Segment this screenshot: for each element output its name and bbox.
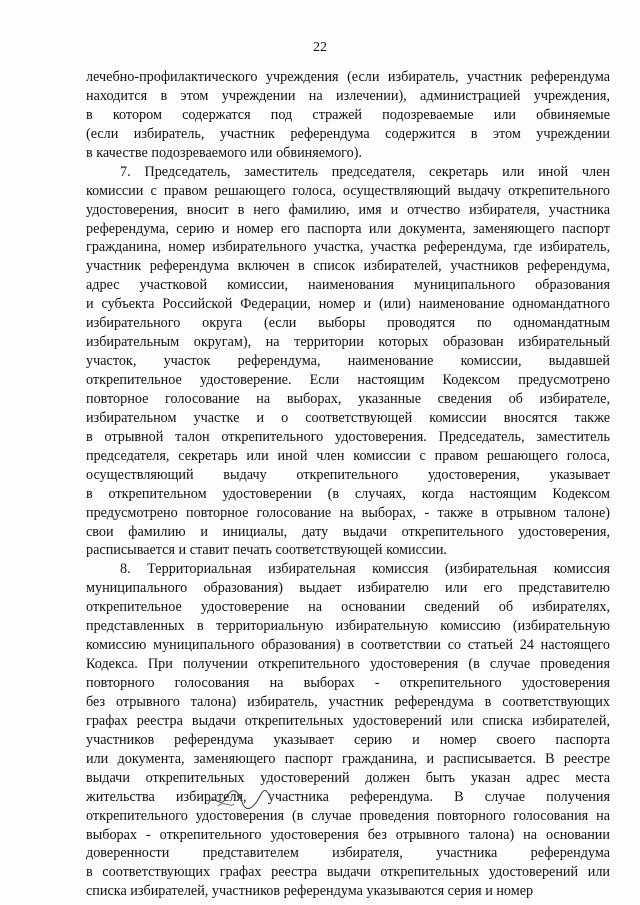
text-line: референдума, серию и номер его паспорта или документа, заменяющего паспорт <box>86 220 610 237</box>
text-line: без отрывного талона) избиратель, участник референдума в соответствующих <box>86 693 610 710</box>
text-line: участников референдума указывает серию и номер своего паспорта <box>86 731 610 748</box>
text-line: в соответствующих графах реестра выдачи открепительных удостоверений или <box>86 864 610 881</box>
text-line: или документа, заменяющего паспорт гражданина, и расписывается. В реестре <box>86 750 610 767</box>
text-line: выдачи открепительных удостоверений должен быть указан адрес места <box>86 769 610 786</box>
text-line: списка избирателей, участников референдума указываются серия и номер <box>86 883 534 900</box>
text-line: открепительное удостоверение на основании сведений об избирателях, <box>86 599 610 616</box>
text-line: участок, участок референдума, наименование комиссии, выдавшей <box>86 353 610 370</box>
text-line: доверенности представителем избирателя, участника референдума <box>86 845 610 862</box>
text-line: избирательном участке и о соответствующей комиссии вносятся также <box>86 409 610 426</box>
text-line: лечебно-профилактического учреждения (если избиратель, участник референдума <box>86 69 610 85</box>
text-line: 7. Председатель, заместитель председателя, секретарь или иной член <box>120 163 610 180</box>
text-line: комиссию муниципального образования) в соответствии со статьей 24 настоящего <box>86 637 610 654</box>
text-line: предусмотрено повторное голосование на выборах, - также в отрывном талоне) <box>86 504 610 521</box>
text-line: выборах - открепительного удостоверения без отрывного талона) на основании <box>86 826 610 843</box>
page-number: 22 <box>313 40 327 55</box>
paragraph <box>86 163 610 561</box>
text-line: повторное голосование на выборах, указанные сведения об избирателе, <box>86 390 610 407</box>
text-line: муниципального образования) выдает избирателю или его представителю <box>86 580 610 597</box>
text-line: свои фамилию и инициалы, дату выдачи открепительного удостоверения, <box>86 523 610 540</box>
text-line: в открепительном удостоверении (в случаях, когда настоящим Кодексом <box>86 485 610 502</box>
text-line: в качестве подозреваемого или обвиняемого). <box>86 144 362 161</box>
text-line: повторного голосования на выборах - открепительного удостоверения <box>86 675 610 691</box>
text-line: представленных в территориальную избирательную комиссию (избирательную <box>86 618 610 635</box>
text-line: расписывается и ставит печать соответствующей комиссии. <box>86 542 447 559</box>
text-line: (если избиратель, участник референдума содержится в этом учреждении <box>86 125 610 142</box>
text-line: участник референдума включен в список избирателей, участников референдума, <box>86 258 610 275</box>
text-line: удостоверения, вносит в него фамилию, имя и отчество избирателя, участника <box>86 201 610 218</box>
text-line: председателя, секретарь или иной член комиссии с правом решающего голоса, <box>86 447 610 464</box>
paragraph <box>86 68 610 163</box>
paragraph <box>86 560 610 901</box>
text-line: избирательного округа (если выборы проводятся по одномандатным <box>86 315 610 332</box>
text-line: адрес участковой комиссии, наименования муниципального образования <box>86 277 610 294</box>
text-line: открепительное удостоверение. Если настоящим Кодексом предусмотрено <box>86 372 610 388</box>
text-line: находится в этом учреждении на излечении), администрацией учреждения, <box>86 87 610 104</box>
text-line: избирательным округам), на территории которых образован избирательный <box>86 334 610 351</box>
text-line: осуществляющий выдачу открепительного удостоверения, указывает <box>86 466 610 483</box>
text-line: 8. Территориальная избирательная комиссия (избирательная комиссия <box>120 561 610 578</box>
text-line: в отрывной талон открепительного удостоверения. Председатель, заместитель <box>86 428 610 445</box>
text-line: комиссии с правом решающего голоса, осуществляющий выдачу открепительного <box>86 182 610 199</box>
text-line: Кодекса. При получении открепительного удостоверения (в случае проведения <box>86 656 610 673</box>
text-line: гражданина, номер избирательного участка, участка референдума, где избиратель, <box>86 239 610 256</box>
document-body <box>86 68 610 901</box>
text-line: открепительного удостоверения (в случае проведения повторного голосования на <box>86 807 610 824</box>
text-line: и субъекта Российской Федерации, номер и (или) наименование одномандатного <box>86 296 610 313</box>
text-line: в котором содержатся под стражей подозреваемые или обвиняемые <box>86 106 610 123</box>
text-line: графах реестра выдачи открепительных удостоверений или списка избирателей, <box>86 712 610 729</box>
text-line: жительства избирателя, участника референдума. В случае получения <box>86 788 610 805</box>
